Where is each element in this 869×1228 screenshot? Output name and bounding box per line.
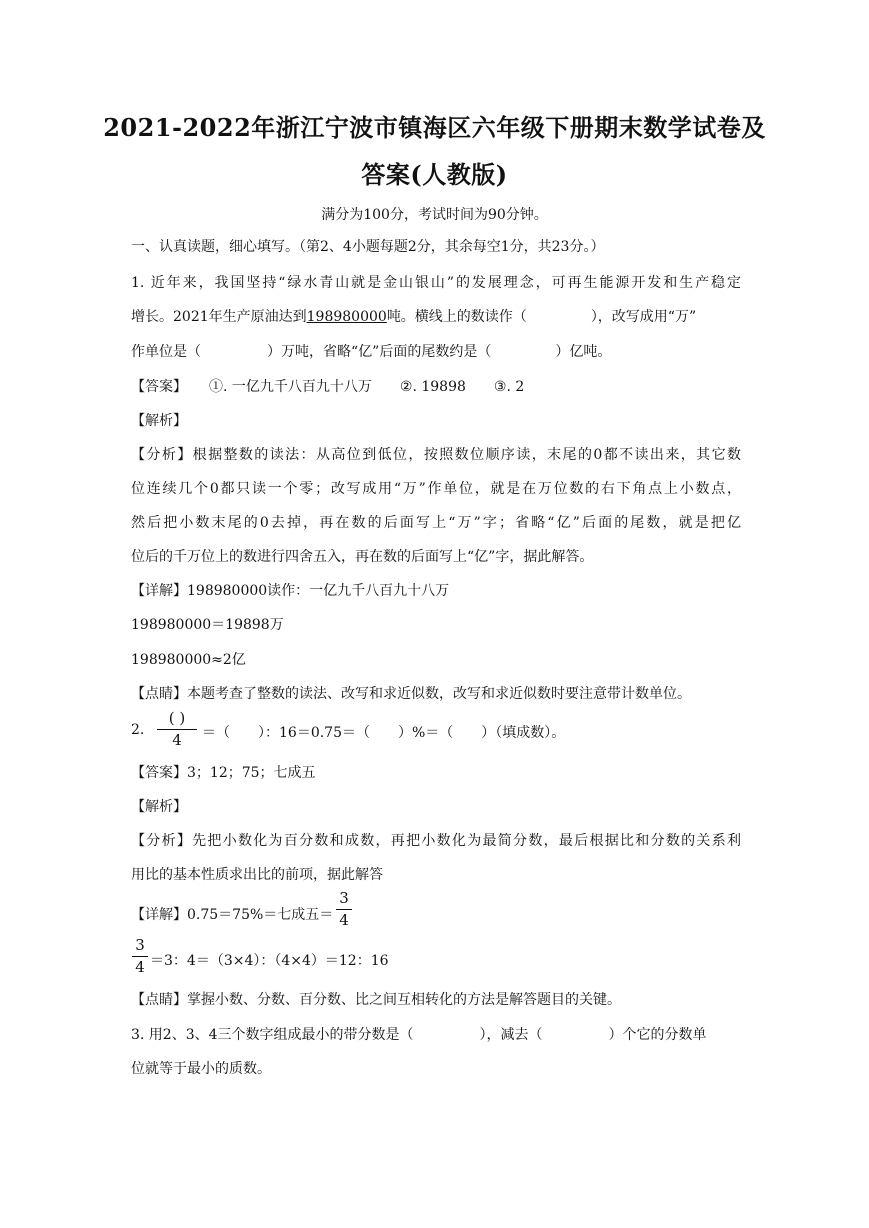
q2-detail-1: 【详解】0.75＝75%＝七成五＝ xyxy=(131,907,334,923)
q2-number: 2. xyxy=(131,722,145,738)
answer-part: ①. 一亿九千八百九十八万 xyxy=(209,379,372,395)
q3-line1 xyxy=(131,1024,741,1044)
q1-text: ）万吨，省略“亿”后面的尾数约是（ xyxy=(267,344,492,360)
q1-text: ）亿吨。 xyxy=(555,344,612,360)
q2-fraction xyxy=(157,709,197,749)
q1-analysis-label: 【解析】 xyxy=(131,413,187,429)
q1-text: 吨。横线上的数读作（ xyxy=(386,309,527,325)
q1-detail-3: 198980000≈2亿 xyxy=(131,652,246,668)
q3-line2: 位就等于最小的质数。 xyxy=(131,1061,271,1077)
q1-text: 增长。2021年生产原油达到 xyxy=(131,309,307,325)
q1-line2 xyxy=(131,306,741,326)
fraction-bar xyxy=(336,909,352,910)
q2-comment: 【点睛】掌握小数、分数、百分数、比之间互相转化的方法是解答题目的关键。 xyxy=(131,992,621,1008)
q2-detail-fraction xyxy=(336,889,352,929)
q2-answer: 【答案】3；12；75；七成五 xyxy=(131,765,316,781)
fraction-bar xyxy=(132,956,148,957)
fraction-denominator: 4 xyxy=(172,731,182,749)
section-heading: 一、认真读题，细心填写。（第2、4小题每题2分，其余每空1分，共23分。） xyxy=(131,239,605,255)
q2-fenxi-2: 用比的基本性质求出比的前项，据此解答 xyxy=(131,867,383,883)
q1-comment: 【点睛】本题考查了整数的读法、改写和求近似数，改写和求近似数时要注意带计数单位。 xyxy=(131,686,691,702)
fraction-numerator: 3 xyxy=(135,936,145,954)
answer-part: ③. 2 xyxy=(493,379,525,395)
q3-text: ）个它的分数单 xyxy=(608,1027,707,1043)
q1-detail-2: 198980000＝19898万 xyxy=(131,617,284,633)
q2-detail2-fraction xyxy=(132,936,148,976)
fraction-bar xyxy=(157,729,197,730)
answer-part: ②. 19898 xyxy=(399,379,466,395)
q2-analysis-label: 【解析】 xyxy=(131,799,187,815)
q1-underlined-number: 198980000 xyxy=(306,309,387,325)
fraction-numerator: 3 xyxy=(339,889,349,907)
exam-info: 满分为100分，考试时间为90分钟。 xyxy=(321,207,548,223)
fraction-denominator: 4 xyxy=(339,911,349,929)
q1-line1: 1. 近年来，我国坚持“绿水青山就是金山银山”的发展理念，可再生能源开发和生产稳定 xyxy=(131,275,741,291)
q1-text: ），改写成用“万” xyxy=(590,309,697,325)
page-title-continued: 答案(人教版) xyxy=(361,160,508,189)
q2-fenxi-1: 【分析】先把小数化为百分数和成数，再把小数化为最简分数，最后根据比和分数的关系利 xyxy=(131,833,741,849)
fraction-denominator: 4 xyxy=(135,958,145,976)
answer-label: 【答案】 xyxy=(131,379,187,395)
q2-detail-2: ＝3：4＝（3×4）：（4×4）＝12：16 xyxy=(150,953,389,969)
q1-fenxi-4: 位后的千万位上的数进行四舍五入，再在数的后面写上“亿”字，据此解答。 xyxy=(131,549,594,565)
q1-fenxi-1: 【分析】根据整数的读法：从高位到低位，按照数位顺序读，末尾的0都不读出来，其它数 xyxy=(131,447,741,463)
q2-rest: ＝（ ）：16＝0.75＝（ ）%＝（ ）（填成数）。 xyxy=(202,725,566,741)
page-title: 2021-2022年浙江宁波市镇海区六年级下册期末数学试卷及 xyxy=(103,113,766,142)
q3-text: ），减去（ xyxy=(479,1027,543,1043)
fraction-numerator: ( ) xyxy=(168,709,186,727)
q1-fenxi-2: 位连续几个0都只读一个零；改写成用“万”作单位，就是在万位数的右下角点上小数点， xyxy=(131,481,741,497)
q1-detail-1: 【详解】198980000读作：一亿九千八百九十八万 xyxy=(131,583,450,599)
q1-text: 作单位是（ xyxy=(131,344,201,360)
q3-text: 3. 用2、3、4三个数字组成最小的带分数是（ xyxy=(131,1027,414,1043)
q1-line3 xyxy=(131,341,741,361)
q1-answer xyxy=(131,376,741,396)
q1-fenxi-3: 然后把小数末尾的0去掉，再在数的后面写上“万”字；省略“亿”后面的尾数，就是把亿 xyxy=(131,515,741,531)
